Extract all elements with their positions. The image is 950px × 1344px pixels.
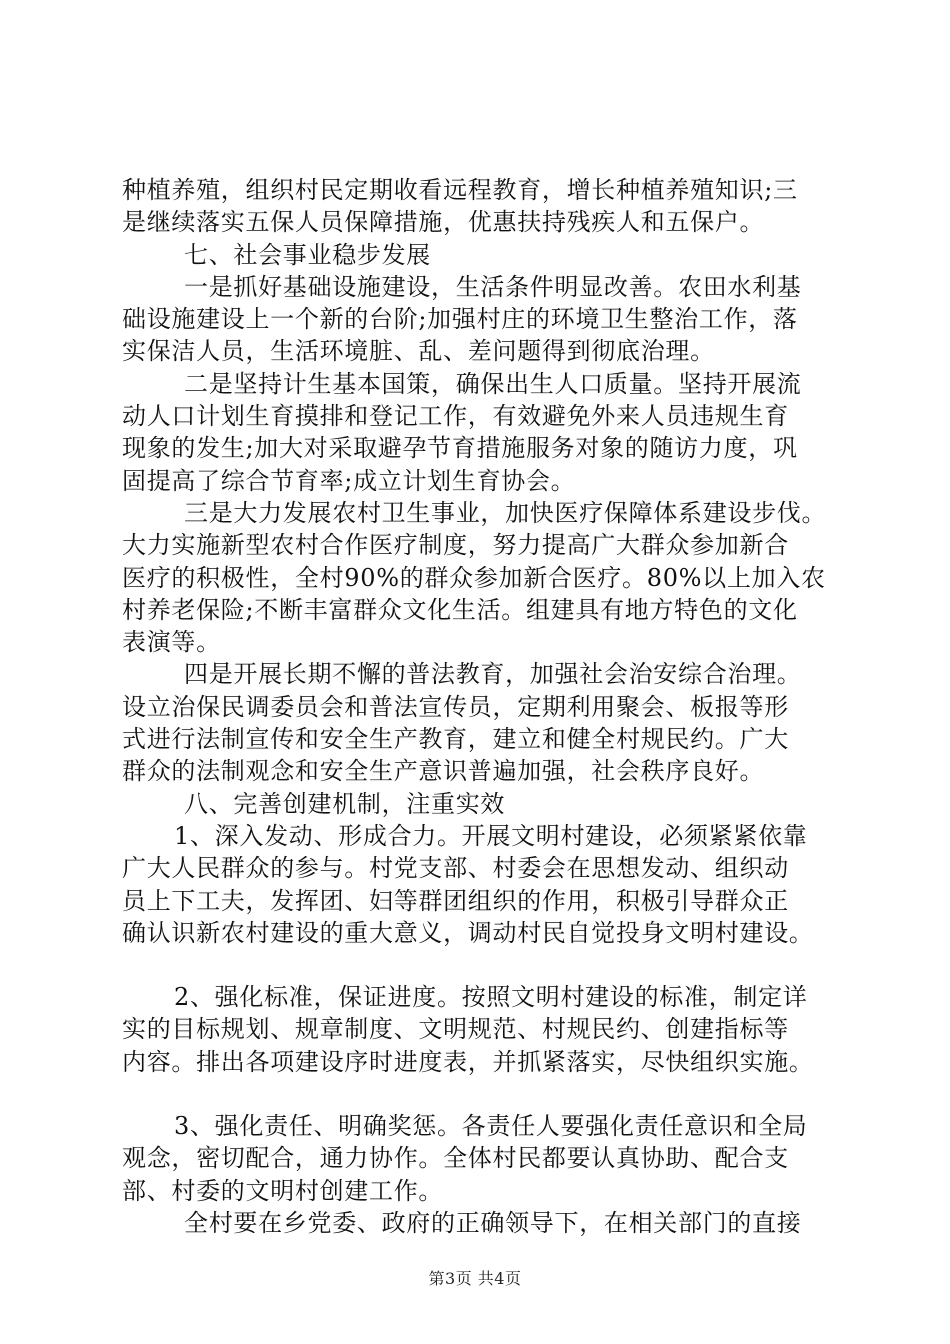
document-body: [122, 174, 832, 1239]
text-line: 员上下工夫，发挥团、妇等群团组织的作用，积极引导群众正: [122, 886, 789, 915]
text-line: 广大人民群众的参与。村党支部、村委会在思想发动、组织动: [122, 854, 789, 883]
text-line: 一是抓好基础设施建设，生活条件明显改善。农田水利基: [184, 272, 802, 301]
text-line: 内容。排出各项建设序时进度表，并抓紧落实，尽快组织实施。: [122, 1047, 814, 1076]
text-line: 村养老保险;不断丰富群众文化生活。组建具有地方特色的文化: [122, 595, 798, 624]
text-line: 医疗的积极性，全村90%的群众参加新合医疗。80%以上加入农: [122, 563, 826, 592]
text-line: 础设施建设上一个新的台阶;加强村庄的环境卫生整治工作，落: [122, 305, 798, 334]
text-line: 是继续落实五保人员保障措施，优惠扶持残疾人和五保户。: [122, 208, 765, 237]
paragraph-gap: [122, 949, 832, 981]
text-line: 四是开展长期不懈的普法教育，加强社会治安综合治理。: [184, 660, 802, 689]
text-line: 二是坚持计生基本国策，确保出生人口质量。坚持开展流: [184, 369, 802, 398]
text-line: 三是大力发展农村卫生事业，加快医疗保障体系建设步伐。: [184, 498, 827, 527]
text-line: 实的目标规划、规章制度、文明规范、村规民约、创建指标等: [122, 1015, 789, 1044]
text-line: 3、强化责任、明确奖惩。各责任人要强化责任意识和全局: [174, 1112, 808, 1141]
section-heading-7: 七、社会事业稳步发展: [184, 240, 431, 269]
paragraph-gap: [122, 1078, 832, 1110]
text-line: 观念，密切配合，通力协作。全体村民都要认真协助、配合支: [122, 1144, 789, 1173]
text-line: 表演等。: [122, 628, 221, 657]
section-heading-8: 八、完善创建机制，注重实效: [184, 789, 506, 818]
text-line: 设立治保民调委员会和普法宣传员，定期利用聚会、板报等形: [122, 692, 789, 721]
text-line: 全村要在乡党委、政府的正确领导下，在相关部门的直接: [184, 1208, 802, 1237]
page-footer: 第3页 共4页: [428, 1269, 522, 1288]
text-line: 式进行法制宣传和安全生产教育，建立和健全村规民约。广大: [122, 725, 789, 754]
text-line: 种植养殖，组织村民定期收看远程教育，增长种植养殖知识;三: [122, 176, 798, 204]
text-line: 1、深入发动、形成合力。开展文明村建设，必须紧紧依靠: [174, 821, 808, 850]
text-line: 大力实施新型农村合作医疗制度，努力提高广大群众参加新合: [122, 531, 789, 560]
text-line: 部、村委的文明村创建工作。: [122, 1176, 444, 1205]
text-line: 固提高了综合节育率;成立计划生育协会。: [122, 466, 576, 495]
text-line: 2、强化标准，保证进度。按照文明村建设的标准，制定详: [174, 983, 808, 1012]
text-line: 群众的法制观念和安全生产意识普遍加强，社会秩序良好。: [122, 757, 765, 786]
text-line: 确认识新农村建设的重大意义，调动村民自觉投身文明村建设。: [122, 918, 814, 947]
text-line: 现象的发生;加大对采取避孕节育措施服务对象的随访力度，巩: [122, 434, 798, 463]
text-line: 动人口计划生育摸排和登记工作，有效避免外来人员违规生育: [122, 402, 789, 431]
text-line: 实保洁人员，生活环境脏、乱、差问题得到彻底治理。: [122, 337, 715, 366]
